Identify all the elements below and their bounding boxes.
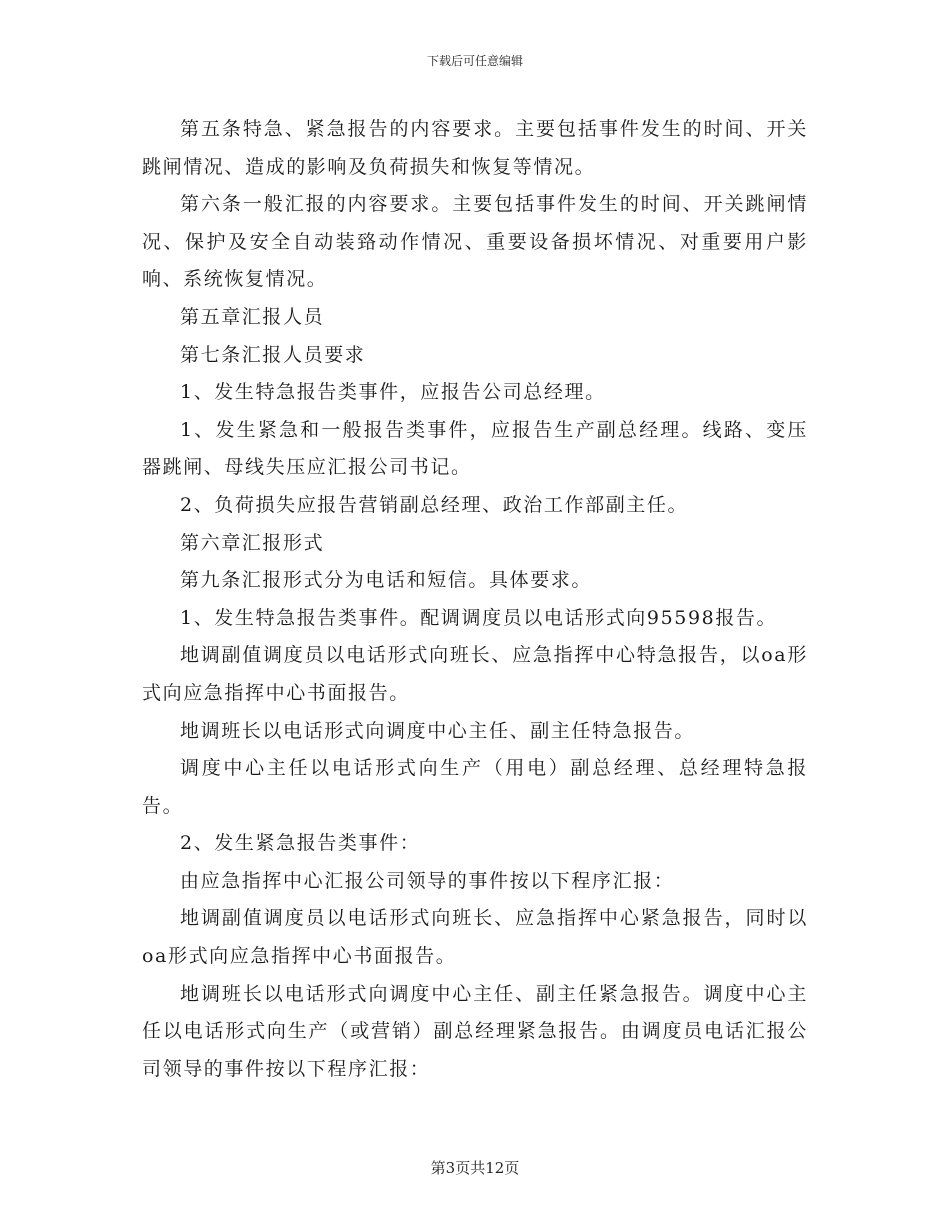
chapter-heading: 第六章汇报形式 <box>180 531 325 554</box>
paragraph: 第五条特急、紧急报告的内容要求。主要包括事件发生的时间、开关跳闸情况、造成的影响及负荷损失和恢复等情况。 <box>142 118 808 178</box>
paragraph: 调度中心主任以电话形式向生产（用电）副总经理、总经理特急报告。 <box>142 757 808 817</box>
paragraph: 第六条一般汇报的内容要求。主要包括事件发生的时间、开关跳闸情况、保护及安全自动装臵动作情况、重要设备损坏情况、对重要用户影响、系统恢复情况。 <box>142 193 808 291</box>
article-heading: 第七条汇报人员要求 <box>180 343 366 366</box>
paragraph: 地调班长以电话形式向调度中心主任、副主任特急报告。 <box>180 719 696 742</box>
paragraph: 地调副值调度员以电话形式向班长、应急指挥中心紧急报告，同时以oa形式向应急指挥中心书面报告。 <box>142 907 808 968</box>
paragraph: 地调班长以电话形式向调度中心主任、副主任紧急报告。调度中心主任以电话形式向生产（或营销）副总经理紧急报告。由调度员电话汇报公司领导的事件按以下程序汇报： <box>142 982 808 1080</box>
document-body <box>142 111 808 1088</box>
chapter-heading: 第五章汇报人员 <box>180 305 325 328</box>
paragraph: 1、发生紧急和一般报告类事件，应报告生产副总经理。线路、变压器跳闸、母线失压应汇报公司书记。 <box>142 418 808 479</box>
page-header: 下载后可任意编辑 <box>426 54 523 68</box>
paragraph: 第九条汇报形式分为电话和短信。具体要求。 <box>180 569 593 592</box>
paragraph: 2、负荷损失应报告营销副总经理、政治工作部副主任。 <box>180 493 689 516</box>
page-number: 第3页共12页 <box>430 1159 520 1177</box>
paragraph: 1、发生特急报告类事件。配调调度员以电话形式向95598报告。 <box>180 606 778 629</box>
paragraph: 1、发生特急报告类事件，应报告公司总经理。 <box>180 381 606 404</box>
paragraph: 地调副值调度员以电话形式向班长、应急指挥中心特急报告，以oa形式向应急指挥中心书面报告。 <box>142 644 808 704</box>
paragraph: 2、发生紧急报告类事件： <box>180 832 421 855</box>
paragraph: 由应急指挥中心汇报公司领导的事件按以下程序汇报： <box>180 869 675 892</box>
